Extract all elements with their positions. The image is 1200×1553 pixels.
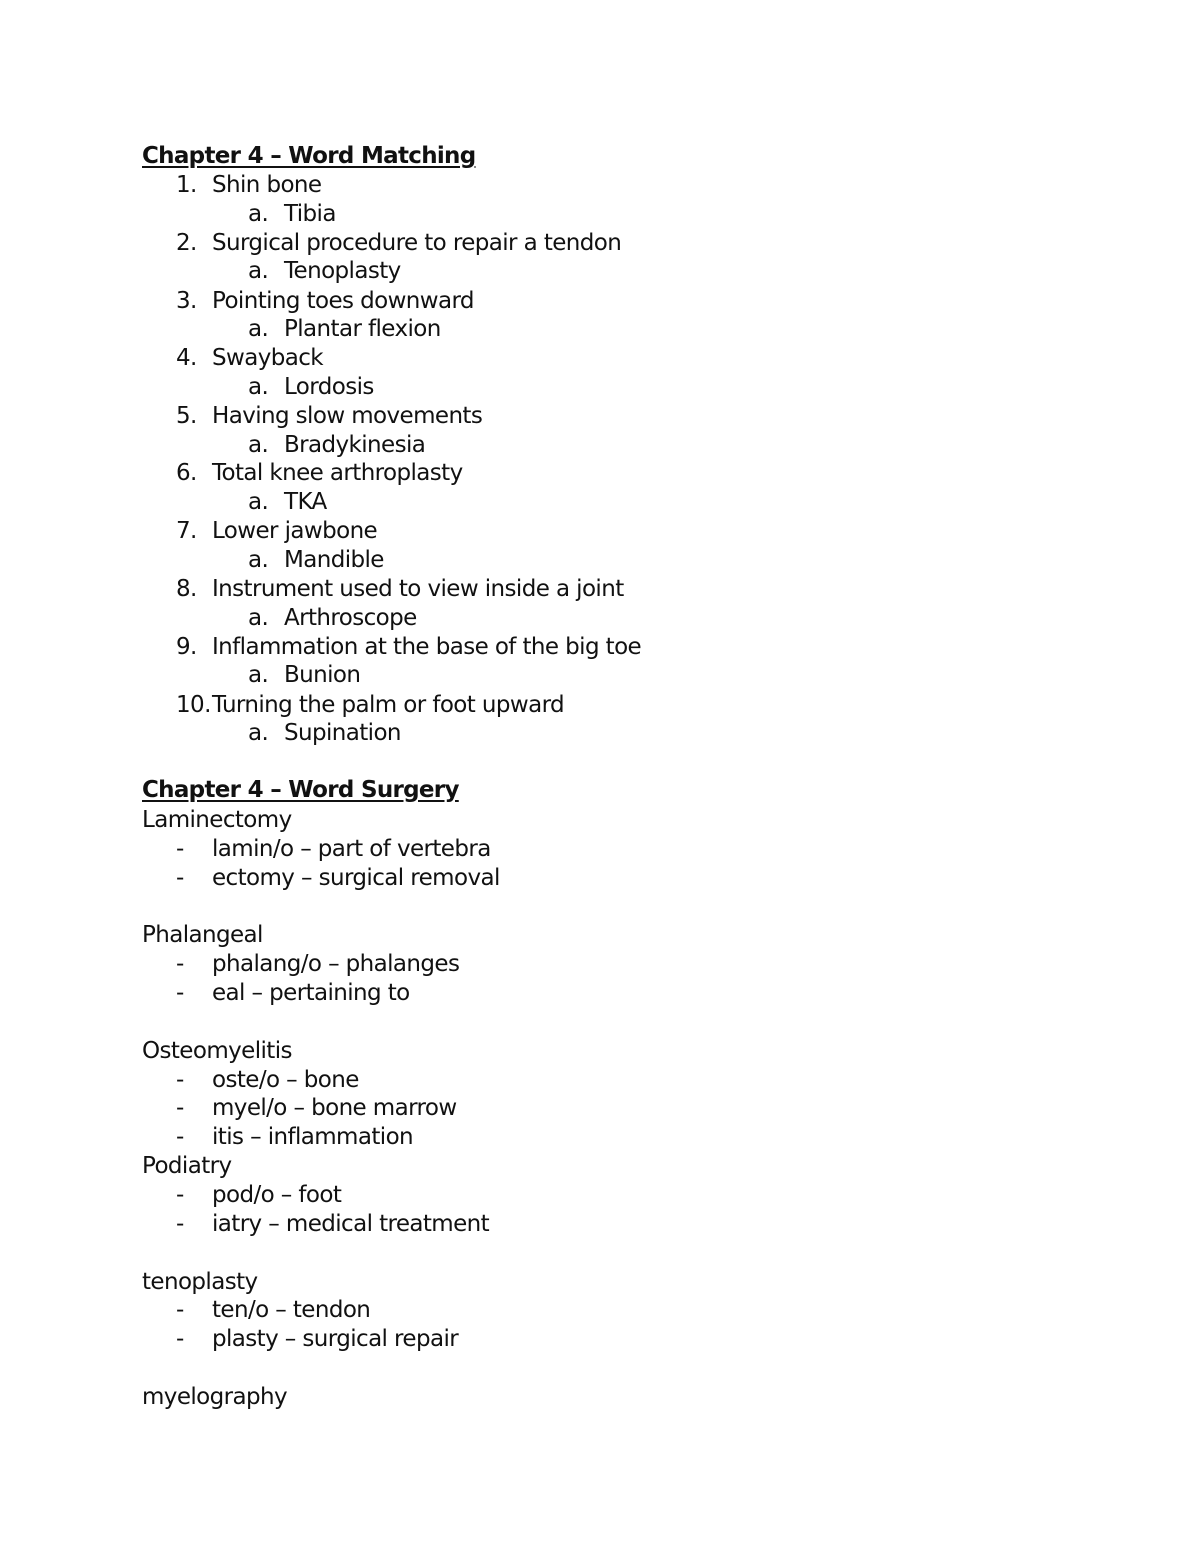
answer-text: Supination bbox=[284, 720, 401, 746]
item-question: Total knee arthroplasty bbox=[212, 460, 463, 486]
answer-letter: a. bbox=[248, 489, 269, 515]
word-part-text: ten/o – tendon bbox=[212, 1297, 371, 1323]
answer-text: Tibia bbox=[284, 201, 336, 227]
term-text: Podiatry bbox=[142, 1153, 232, 1179]
answer-letter: a. bbox=[248, 720, 269, 746]
item-question: Turning the palm or foot upward bbox=[212, 692, 565, 718]
item-number: 8. bbox=[176, 576, 197, 602]
dash-bullet: - bbox=[176, 1182, 184, 1208]
word-part-text: itis – inflammation bbox=[212, 1124, 414, 1150]
word-part-text: ectomy – surgical removal bbox=[212, 865, 500, 891]
term-text: myelography bbox=[142, 1384, 287, 1410]
answer-text: Arthroscope bbox=[284, 605, 417, 631]
answer-text: Mandible bbox=[284, 547, 384, 573]
word-part-text: plasty – surgical repair bbox=[212, 1326, 459, 1352]
word-part-text: phalang/o – phalanges bbox=[212, 951, 460, 977]
answer-letter: a. bbox=[248, 547, 269, 573]
dash-bullet: - bbox=[176, 1326, 184, 1352]
item-number: 6. bbox=[176, 460, 197, 486]
answer-letter: a. bbox=[248, 432, 269, 458]
item-number: 9. bbox=[176, 634, 197, 660]
item-question: Instrument used to view inside a joint bbox=[212, 576, 624, 602]
answer-text: TKA bbox=[284, 489, 327, 515]
answer-letter: a. bbox=[248, 605, 269, 631]
item-question: Shin bone bbox=[212, 172, 322, 198]
dash-bullet: - bbox=[176, 980, 184, 1006]
answer-letter: a. bbox=[248, 374, 269, 400]
answer-letter: a. bbox=[248, 258, 269, 284]
dash-bullet: - bbox=[176, 865, 184, 891]
item-question: Lower jawbone bbox=[212, 518, 378, 544]
answer-text: Bunion bbox=[284, 662, 361, 688]
answer-text: Tenoplasty bbox=[284, 258, 401, 284]
word-part-text: myel/o – bone marrow bbox=[212, 1095, 457, 1121]
dash-bullet: - bbox=[176, 836, 184, 862]
item-number: 3. bbox=[176, 288, 197, 314]
word-part-text: eal – pertaining to bbox=[212, 980, 410, 1006]
item-question: Inflammation at the base of the big toe bbox=[212, 634, 642, 660]
answer-text: Plantar flexion bbox=[284, 316, 441, 342]
term-text: Osteomyelitis bbox=[142, 1038, 292, 1064]
item-question: Pointing toes downward bbox=[212, 288, 474, 314]
answer-letter: a. bbox=[248, 662, 269, 688]
answer-letter: a. bbox=[248, 201, 269, 227]
answer-text: Lordosis bbox=[284, 374, 374, 400]
word-part-text: iatry – medical treatment bbox=[212, 1211, 490, 1237]
item-number: 7. bbox=[176, 518, 197, 544]
answer-letter: a. bbox=[248, 316, 269, 342]
dash-bullet: - bbox=[176, 1124, 184, 1150]
dash-bullet: - bbox=[176, 1297, 184, 1323]
word-part-text: lamin/o – part of vertebra bbox=[212, 836, 491, 862]
item-number: 5. bbox=[176, 403, 197, 429]
item-number: 1. bbox=[176, 172, 197, 198]
item-number: 4. bbox=[176, 345, 197, 371]
dash-bullet: - bbox=[176, 1067, 184, 1093]
answer-text: Bradykinesia bbox=[284, 432, 426, 458]
item-number: 2. bbox=[176, 230, 197, 256]
item-number: 10. bbox=[176, 692, 211, 718]
word-part-text: oste/o – bone bbox=[212, 1067, 359, 1093]
item-question: Surgical procedure to repair a tendon bbox=[212, 230, 622, 256]
matching-heading: Chapter 4 – Word Matching bbox=[142, 143, 476, 169]
word-part-text: pod/o – foot bbox=[212, 1182, 342, 1208]
term-text: Phalangeal bbox=[142, 922, 263, 948]
term-text: tenoplasty bbox=[142, 1269, 258, 1295]
item-question: Swayback bbox=[212, 345, 323, 371]
dash-bullet: - bbox=[176, 1095, 184, 1121]
surgery-heading: Chapter 4 – Word Surgery bbox=[142, 777, 459, 803]
dash-bullet: - bbox=[176, 1211, 184, 1237]
item-question: Having slow movements bbox=[212, 403, 483, 429]
dash-bullet: - bbox=[176, 951, 184, 977]
term-text: Laminectomy bbox=[142, 807, 292, 833]
